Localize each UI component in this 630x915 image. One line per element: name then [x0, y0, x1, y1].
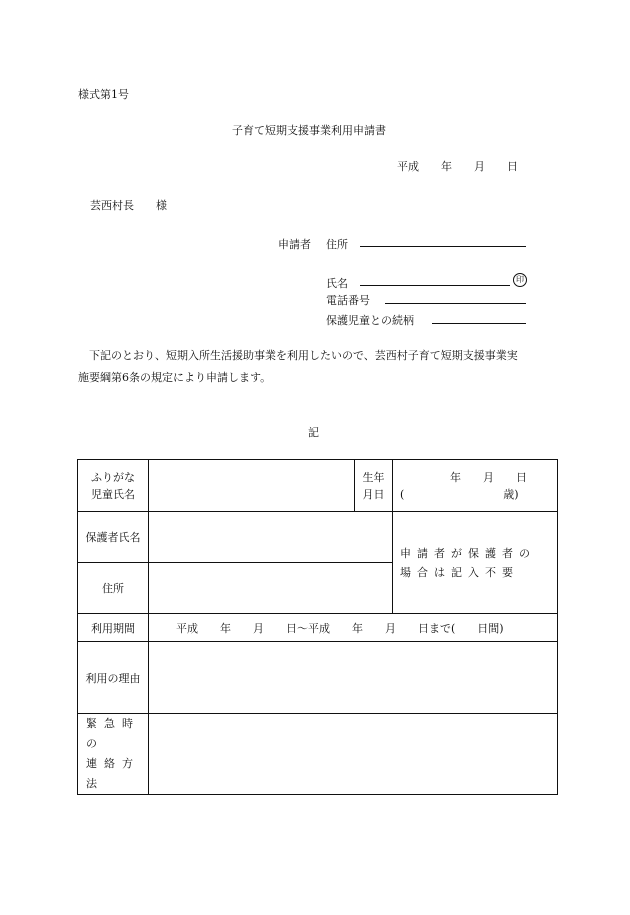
guardian-name-label: 保護者氏名 — [78, 512, 149, 563]
addressee: 芸西村長 様 — [90, 199, 167, 212]
reason-row — [78, 642, 558, 714]
application-table — [77, 459, 558, 795]
reason-cell[interactable] — [149, 642, 558, 714]
birth-date-cell[interactable] — [393, 460, 558, 512]
birth-label-2: 月日 — [362, 487, 385, 501]
emergency-label — [78, 714, 149, 795]
child-name-cell[interactable] — [149, 460, 355, 512]
date-line: 平成 年 月 日 — [397, 160, 518, 173]
applicant-relation-label: 保護児童との続柄 — [326, 314, 414, 327]
furigana-label: ふりがな — [91, 470, 135, 484]
age-value: ( 歳) — [400, 487, 519, 501]
address-cell[interactable] — [149, 563, 393, 614]
guardian-name-cell[interactable] — [149, 512, 393, 563]
period-label: 利用期間 — [78, 614, 149, 642]
seal-mark: 印 — [513, 273, 527, 287]
reason-label: 利用の理由 — [78, 642, 149, 714]
relation-underline[interactable] — [432, 323, 526, 324]
phone-underline[interactable] — [385, 303, 526, 304]
period-value[interactable]: 平成 年 月 日〜平成 年 月 日まで( 日間) — [149, 614, 558, 642]
birth-date-value: 年 月 日 — [450, 470, 527, 484]
child-name-label — [78, 460, 149, 512]
body-line-1: 下記のとおり、短期入所生活援助事業を利用したいので、芸西村子育て短期支援事業実 — [89, 349, 518, 362]
note-line-2: 場合は記入不要 — [400, 565, 519, 579]
note-line-1: 申請者が保護者の — [400, 546, 536, 560]
emergency-row — [78, 714, 558, 795]
ki-heading: 記 — [308, 426, 319, 439]
address-underline[interactable] — [360, 246, 526, 247]
birth-label — [355, 460, 393, 512]
birth-label-1: 生年 — [362, 470, 385, 484]
child-row — [78, 460, 558, 512]
applicant-name-label: 氏名 — [326, 277, 348, 290]
applicant-address-label: 住所 — [326, 238, 348, 251]
child-name-text: 児童氏名 — [91, 487, 135, 501]
body-line-2: 施要綱第6条の規定により申請します。 — [78, 371, 272, 384]
emergency-label-2: 連絡方法 — [86, 757, 140, 790]
address-label: 住所 — [78, 563, 149, 614]
name-underline[interactable] — [360, 285, 510, 286]
form-number: 様式第1号 — [78, 88, 129, 101]
page-title: 子育て短期支援事業利用申請書 — [232, 124, 386, 137]
period-row — [78, 614, 558, 642]
guardian-row — [78, 512, 558, 563]
applicant-phone-label: 電話番号 — [326, 294, 370, 307]
body-paragraph — [78, 345, 558, 389]
emergency-cell[interactable] — [149, 714, 558, 795]
emergency-label-1: 緊急時の — [86, 717, 140, 750]
applicant-label: 申請者 — [278, 238, 311, 251]
guardian-note — [393, 512, 558, 614]
